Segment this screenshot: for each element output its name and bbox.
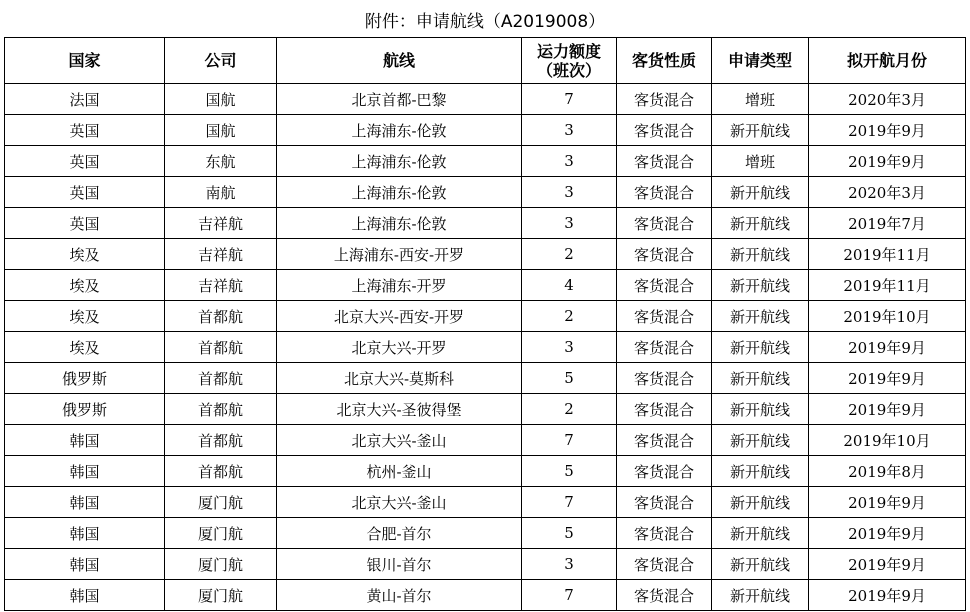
cell-service-type: 客货混合	[617, 84, 712, 115]
cell-application-type: 新开航线	[712, 549, 809, 580]
cell-airline: 厦门航	[165, 549, 277, 580]
cell-launch-month: 2019年9月	[809, 549, 966, 580]
cell-airline: 东航	[165, 146, 277, 177]
document-title: 附件：申请航线（A2019008）	[364, 12, 606, 32]
cell-service-type: 客货混合	[617, 580, 712, 611]
cell-route: 北京大兴-莫斯科	[277, 363, 522, 394]
cell-country: 英国	[5, 208, 165, 239]
cell-launch-month: 2019年8月	[809, 456, 966, 487]
cell-application-type: 新开航线	[712, 177, 809, 208]
cell-airline: 厦门航	[165, 518, 277, 549]
cell-application-type: 新开航线	[712, 487, 809, 518]
table-row	[5, 146, 966, 177]
cell-country: 韩国	[5, 549, 165, 580]
cell-route: 上海浦东-西安-开罗	[277, 239, 522, 270]
table-row	[5, 177, 966, 208]
cell-application-type: 新开航线	[712, 456, 809, 487]
cell-country: 法国	[5, 84, 165, 115]
cell-capacity: 7	[522, 580, 617, 611]
cell-service-type: 客货混合	[617, 425, 712, 456]
cell-launch-month: 2019年9月	[809, 394, 966, 425]
table-row	[5, 301, 966, 332]
cell-country: 韩国	[5, 456, 165, 487]
cell-service-type: 客货混合	[617, 301, 712, 332]
cell-capacity: 2	[522, 239, 617, 270]
cell-launch-month: 2019年9月	[809, 580, 966, 611]
cell-service-type: 客货混合	[617, 363, 712, 394]
cell-service-type: 客货混合	[617, 270, 712, 301]
cell-application-type: 新开航线	[712, 301, 809, 332]
cell-country: 英国	[5, 177, 165, 208]
cell-application-type: 新开航线	[712, 115, 809, 146]
cell-route: 上海浦东-伦敦	[277, 146, 522, 177]
cell-launch-month: 2019年9月	[809, 487, 966, 518]
cell-application-type: 新开航线	[712, 363, 809, 394]
cell-capacity: 3	[522, 332, 617, 363]
cell-country: 韩国	[5, 580, 165, 611]
table-row	[5, 456, 966, 487]
cell-airline: 吉祥航	[165, 208, 277, 239]
cell-capacity: 3	[522, 115, 617, 146]
cell-capacity: 4	[522, 270, 617, 301]
cell-route: 上海浦东-伦敦	[277, 208, 522, 239]
cell-launch-month: 2020年3月	[809, 177, 966, 208]
cell-capacity: 3	[522, 146, 617, 177]
cell-route: 上海浦东-开罗	[277, 270, 522, 301]
cell-route: 北京大兴-釜山	[277, 487, 522, 518]
cell-capacity: 7	[522, 425, 617, 456]
cell-airline: 首都航	[165, 301, 277, 332]
cell-launch-month: 2019年10月	[809, 301, 966, 332]
cell-service-type: 客货混合	[617, 518, 712, 549]
cell-capacity: 5	[522, 518, 617, 549]
cell-launch-month: 2019年11月	[809, 239, 966, 270]
header-row	[5, 38, 966, 84]
cell-application-type: 新开航线	[712, 518, 809, 549]
cell-application-type: 新开航线	[712, 208, 809, 239]
header-capacity: 运力额度（班次）	[522, 38, 617, 84]
table-row	[5, 518, 966, 549]
cell-route: 合肥-首尔	[277, 518, 522, 549]
cell-capacity: 3	[522, 208, 617, 239]
table-row	[5, 84, 966, 115]
cell-service-type: 客货混合	[617, 146, 712, 177]
cell-route: 上海浦东-伦敦	[277, 115, 522, 146]
cell-service-type: 客货混合	[617, 177, 712, 208]
cell-launch-month: 2019年11月	[809, 270, 966, 301]
cell-application-type: 增班	[712, 146, 809, 177]
cell-country: 埃及	[5, 239, 165, 270]
cell-route: 上海浦东-伦敦	[277, 177, 522, 208]
cell-country: 英国	[5, 115, 165, 146]
cell-capacity: 5	[522, 363, 617, 394]
cell-route: 北京大兴-圣彼得堡	[277, 394, 522, 425]
cell-application-type: 增班	[712, 84, 809, 115]
cell-capacity: 2	[522, 394, 617, 425]
table-row	[5, 208, 966, 239]
table-row	[5, 270, 966, 301]
cell-country: 英国	[5, 146, 165, 177]
cell-airline: 国航	[165, 115, 277, 146]
header-route: 航线	[277, 38, 522, 84]
cell-service-type: 客货混合	[617, 394, 712, 425]
cell-airline: 首都航	[165, 363, 277, 394]
table-row	[5, 580, 966, 611]
cell-capacity: 3	[522, 549, 617, 580]
cell-service-type: 客货混合	[617, 456, 712, 487]
cell-service-type: 客货混合	[617, 332, 712, 363]
cell-launch-month: 2019年9月	[809, 363, 966, 394]
cell-country: 俄罗斯	[5, 394, 165, 425]
cell-application-type: 新开航线	[712, 425, 809, 456]
header-application-type: 申请类型	[712, 38, 809, 84]
cell-airline: 厦门航	[165, 487, 277, 518]
cell-route: 北京大兴-开罗	[277, 332, 522, 363]
cell-capacity: 7	[522, 84, 617, 115]
cell-airline: 首都航	[165, 425, 277, 456]
table-row	[5, 394, 966, 425]
table-row	[5, 239, 966, 270]
cell-application-type: 新开航线	[712, 394, 809, 425]
cell-route: 黄山-首尔	[277, 580, 522, 611]
table-row	[5, 425, 966, 456]
cell-launch-month: 2019年9月	[809, 332, 966, 363]
cell-country: 埃及	[5, 332, 165, 363]
cell-country: 韩国	[5, 425, 165, 456]
table-row	[5, 332, 966, 363]
cell-country: 埃及	[5, 301, 165, 332]
cell-route: 银川-首尔	[277, 549, 522, 580]
header-country: 国家	[5, 38, 165, 84]
cell-launch-month: 2019年10月	[809, 425, 966, 456]
cell-capacity: 2	[522, 301, 617, 332]
cell-airline: 厦门航	[165, 580, 277, 611]
cell-launch-month: 2019年9月	[809, 115, 966, 146]
header-service-type: 客货性质	[617, 38, 712, 84]
cell-application-type: 新开航线	[712, 270, 809, 301]
cell-capacity: 7	[522, 487, 617, 518]
cell-launch-month: 2019年7月	[809, 208, 966, 239]
cell-route: 杭州-釜山	[277, 456, 522, 487]
cell-service-type: 客货混合	[617, 239, 712, 270]
cell-airline: 吉祥航	[165, 239, 277, 270]
table-row	[5, 487, 966, 518]
cell-airline: 首都航	[165, 456, 277, 487]
cell-country: 俄罗斯	[5, 363, 165, 394]
cell-launch-month: 2019年9月	[809, 518, 966, 549]
table-row	[5, 549, 966, 580]
cell-airline: 国航	[165, 84, 277, 115]
cell-service-type: 客货混合	[617, 208, 712, 239]
cell-launch-month: 2020年3月	[809, 84, 966, 115]
cell-airline: 首都航	[165, 394, 277, 425]
cell-route: 北京首都-巴黎	[277, 84, 522, 115]
cell-application-type: 新开航线	[712, 580, 809, 611]
cell-service-type: 客货混合	[617, 115, 712, 146]
cell-application-type: 新开航线	[712, 239, 809, 270]
cell-airline: 南航	[165, 177, 277, 208]
cell-country: 埃及	[5, 270, 165, 301]
header-launch-month: 拟开航月份	[809, 38, 966, 84]
cell-country: 韩国	[5, 518, 165, 549]
cell-service-type: 客货混合	[617, 487, 712, 518]
cell-route: 北京大兴-釜山	[277, 425, 522, 456]
table-body	[5, 84, 966, 611]
cell-country: 韩国	[5, 487, 165, 518]
cell-route: 北京大兴-西安-开罗	[277, 301, 522, 332]
cell-airline: 吉祥航	[165, 270, 277, 301]
table-row	[5, 363, 966, 394]
routes-table	[4, 37, 966, 611]
header-airline: 公司	[165, 38, 277, 84]
cell-capacity: 5	[522, 456, 617, 487]
table-row	[5, 115, 966, 146]
cell-airline: 首都航	[165, 332, 277, 363]
cell-application-type: 新开航线	[712, 332, 809, 363]
cell-capacity: 3	[522, 177, 617, 208]
cell-service-type: 客货混合	[617, 549, 712, 580]
cell-launch-month: 2019年9月	[809, 146, 966, 177]
